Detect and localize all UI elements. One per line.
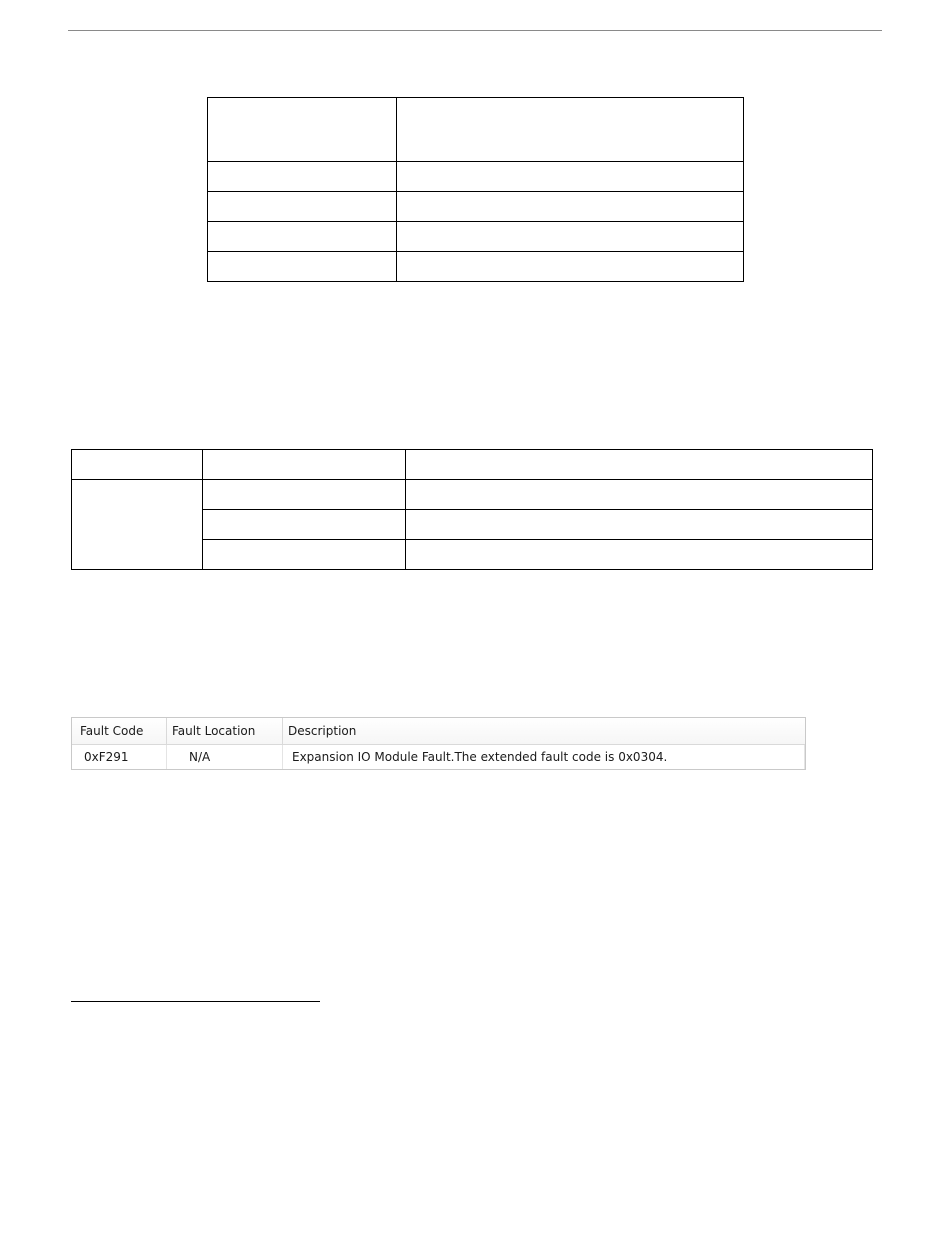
column-header-fault-code[interactable]: Fault Code: [72, 718, 167, 744]
table-row: [208, 162, 744, 192]
table-header-row: [72, 450, 873, 480]
column-header-description[interactable]: Description: [288, 724, 357, 738]
table-cell: [72, 450, 203, 480]
page-header-rule: [68, 30, 882, 31]
table-header-row: [208, 98, 744, 162]
table-cell: [203, 540, 406, 570]
fault-description-table: [71, 449, 873, 570]
table-row[interactable]: [72, 745, 805, 769]
table-cell: [208, 252, 397, 282]
table-row: [208, 192, 744, 222]
table-cell: [203, 510, 406, 540]
table-cell: [397, 98, 744, 162]
footnote-separator: [71, 1001, 320, 1002]
table-cell: [203, 450, 406, 480]
table-cell: [203, 480, 406, 510]
grid-header-row: [72, 718, 805, 745]
table-cell: [406, 450, 873, 480]
column-header-fault-location[interactable]: Fault Location: [167, 718, 283, 744]
table-cell: [208, 98, 397, 162]
fault-location-cell: N/A: [167, 745, 283, 769]
description-cell: Expansion IO Module Fault.The extended fault code is 0x0304.: [283, 745, 805, 769]
table-cell: [406, 480, 873, 510]
table-row: [208, 252, 744, 282]
table-cell: [397, 252, 744, 282]
table-cell: [397, 192, 744, 222]
table-cell: [208, 222, 397, 252]
table-cell: [397, 222, 744, 252]
table-cell: [406, 540, 873, 570]
fault-code-cell: 0xF291: [72, 745, 167, 769]
table-merged-cell: [72, 480, 203, 570]
table-cell: [397, 162, 744, 192]
table-row: [208, 222, 744, 252]
table-cell: [208, 162, 397, 192]
fault-code-grid: [71, 717, 806, 770]
table-row: [72, 480, 873, 510]
table-cell: [406, 510, 873, 540]
table-cell: [208, 192, 397, 222]
parameter-table: [207, 97, 744, 282]
